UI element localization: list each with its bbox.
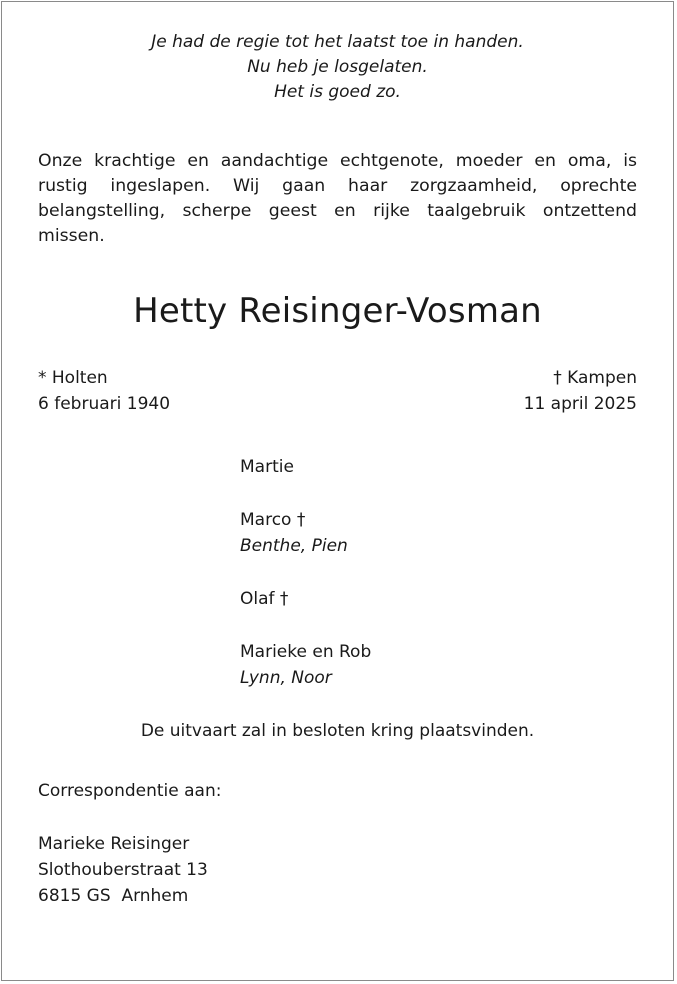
death-info: [524, 365, 637, 417]
birth-date: 6 februari 1940: [38, 394, 171, 414]
family-member: [240, 507, 637, 559]
family-member-name: Olaf †: [240, 589, 289, 609]
family-member-name: Marieke en Rob: [240, 642, 372, 662]
poem-line: Je had de regie tot het laatst toe in handen.: [151, 32, 524, 52]
poem: [38, 30, 637, 105]
intro-text: Onze krachtige en aandachtige echtgenote, moeder en oma, is rustig ingeslapen. Wij gaan haar zorgzaamheid, oprechte belangstelling, scherpe geest en rijke taalgebruik ontzettend missen.: [38, 151, 637, 246]
correspondence-address: [38, 831, 637, 909]
death-place: † Kampen: [553, 368, 637, 388]
correspondence-label: Correspondentie aan:: [38, 781, 222, 801]
life-dates: [38, 365, 637, 417]
family-list: [240, 454, 637, 691]
family-member-name: Marco †: [240, 510, 306, 530]
family-member-name: Martie: [240, 457, 294, 477]
poem-line: Het is goed zo.: [274, 82, 401, 102]
grandchildren: Lynn, Noor: [240, 668, 332, 688]
address-street: Slothouberstraat 13: [38, 860, 208, 880]
poem-line: Nu heb je losgelaten.: [247, 57, 428, 77]
death-announcement: [38, 30, 637, 909]
family-member: [240, 454, 637, 480]
address-name: Marieke Reisinger: [38, 834, 190, 854]
family-member: [240, 586, 637, 612]
family-member: [240, 639, 637, 691]
grandchildren: Benthe, Pien: [240, 536, 348, 556]
funeral-notice: De uitvaart zal in besloten kring plaatsvinden.: [140, 721, 535, 741]
address-city: 6815 GS Arnhem: [38, 886, 189, 906]
deceased-name: Hetty Reisinger-Vosman: [133, 291, 542, 331]
birth-place: * Holten: [38, 368, 108, 388]
birth-info: [38, 365, 170, 417]
death-date: 11 april 2025: [523, 394, 637, 414]
